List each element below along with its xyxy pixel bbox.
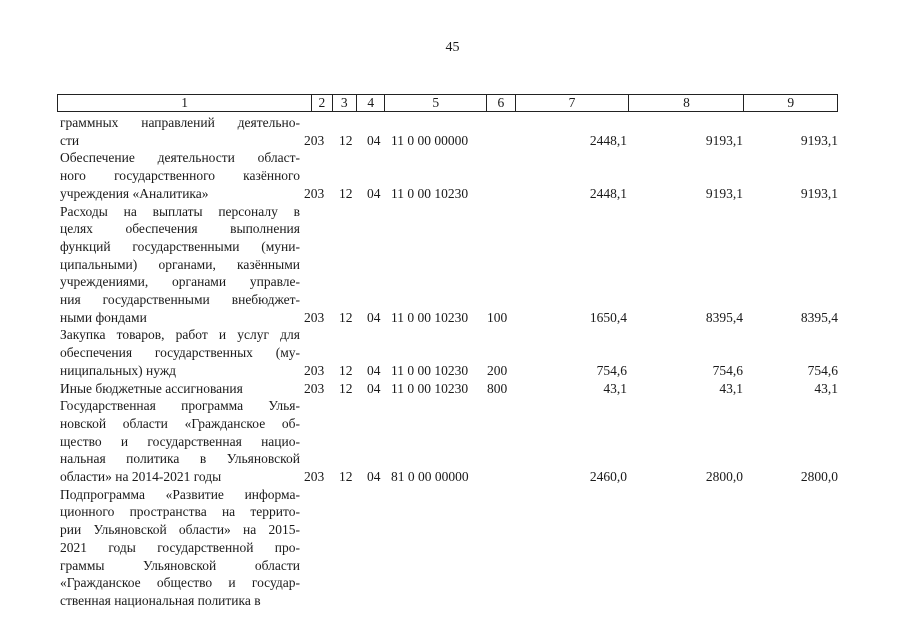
column-header-5: 5 — [385, 95, 487, 112]
row-subsection-code: 12 — [339, 309, 353, 325]
row-expense-type — [487, 397, 527, 486]
column-header-9: 9 — [744, 95, 838, 112]
row-amount-8: 754,6 — [712, 362, 743, 378]
row-name-line: функций государственными (муни- — [60, 238, 300, 254]
row-name-line: ниципальных) нужд — [60, 362, 177, 378]
row-subsection-code: 12 — [339, 362, 353, 378]
column-header-table — [57, 94, 838, 112]
row-subsection-code: 12 — [339, 469, 353, 485]
row-subsection2-code: 04 — [367, 362, 381, 378]
row-subsection2-code — [367, 486, 391, 610]
row-subsection2-code: 04 — [367, 185, 381, 201]
table-row — [60, 486, 838, 610]
row-section-code: 203 — [304, 132, 325, 148]
row-name — [60, 380, 304, 398]
table-row — [60, 326, 838, 379]
row-subsection-code: 12 — [339, 185, 353, 201]
table-row — [60, 149, 838, 202]
row-name-line: новской области «Гражданское об- — [60, 415, 300, 431]
row-amount-9: 754,6 — [807, 362, 838, 378]
row-subsection-code — [339, 486, 367, 610]
row-name — [60, 486, 304, 610]
row-name-line: Государственная программа Улья- — [60, 398, 300, 414]
row-expense-type — [487, 149, 527, 202]
column-header-8: 8 — [629, 95, 744, 112]
row-name-line: Расходы на выплаты персоналу в — [60, 203, 300, 219]
row-name-line: ственная национальная политика в — [60, 592, 261, 608]
row-name-line: целях обеспечения выполнения — [60, 221, 300, 237]
row-name-line: «Гражданское общество и государ- — [60, 575, 300, 591]
page-number: 45 — [445, 40, 460, 55]
row-amount-8: 2800,0 — [705, 469, 743, 485]
row-name-line: ного государственного казённого — [60, 168, 300, 184]
row-section-code: 203 — [304, 185, 325, 201]
row-amount-9: 2800,0 — [800, 469, 838, 485]
column-header-4: 4 — [356, 95, 384, 112]
row-section-code: 203 — [304, 362, 325, 378]
row-name-line: ния государственными внебюджет- — [60, 292, 300, 308]
row-name — [60, 149, 304, 202]
row-amount-9: 8395,4 — [800, 309, 838, 325]
table-row — [60, 397, 838, 486]
row-name-line: нальная политика в Ульяновской — [60, 451, 300, 467]
budget-table — [60, 114, 838, 610]
column-header-1: 1 — [58, 95, 312, 112]
row-name — [60, 114, 304, 149]
row-amount-7: 2460,0 — [589, 469, 627, 485]
row-amount-8: 43,1 — [719, 380, 743, 396]
row-subsection2-code: 04 — [367, 132, 381, 148]
row-expense-type — [487, 486, 527, 610]
row-name-line: ными фондами — [60, 309, 147, 325]
row-expense-type: 100 — [487, 309, 508, 325]
row-name-line: рии Ульяновской области» на 2015- — [60, 522, 300, 538]
row-name-line: 2021 годы государственной про- — [60, 539, 300, 555]
column-header-row — [58, 95, 838, 112]
row-amount-9: 9193,1 — [800, 185, 838, 201]
row-section-code: 203 — [304, 469, 325, 485]
table-row — [60, 203, 838, 327]
row-name-line: области» на 2014-2021 годы — [60, 469, 222, 485]
table-row — [60, 380, 838, 398]
column-header-2: 2 — [312, 95, 332, 112]
row-name-line: сти — [60, 132, 80, 148]
row-subsection2-code: 04 — [367, 469, 381, 485]
row-amount-7 — [527, 486, 627, 610]
row-name-line: Обеспечение деятельности област- — [60, 150, 300, 166]
row-amount-8: 9193,1 — [705, 185, 743, 201]
row-section-code: 203 — [304, 309, 325, 325]
row-target-article: 11 0 00 10230 — [391, 380, 469, 396]
row-amount-8: 9193,1 — [705, 132, 743, 148]
row-subsection-code: 12 — [339, 380, 353, 396]
row-amount-7: 2448,1 — [589, 185, 627, 201]
row-section-code — [304, 486, 339, 610]
row-name-line: обеспечения государственных (му- — [60, 345, 300, 361]
row-subsection2-code: 04 — [367, 309, 381, 325]
row-name-line: Подпрограмма «Развитие информа- — [60, 486, 300, 502]
row-amount-7: 1650,4 — [589, 309, 627, 325]
row-amount-7: 754,6 — [596, 362, 627, 378]
row-amount-9: 9193,1 — [800, 132, 838, 148]
row-name — [60, 203, 304, 327]
row-name-line: граммы Ульяновской области — [60, 557, 300, 573]
row-name-line: Иные бюджетные ассигнования — [60, 380, 243, 396]
row-subsection-code: 12 — [339, 132, 353, 148]
row-name-line: ципальными) органами, казёнными — [60, 256, 300, 272]
row-amount-9: 43,1 — [814, 380, 838, 396]
row-expense-type: 200 — [487, 362, 508, 378]
row-subsection2-code: 04 — [367, 380, 381, 396]
row-expense-type — [487, 114, 527, 149]
row-name-line: учреждениями, органами управле- — [60, 274, 300, 290]
row-target-article: 81 0 00 00000 — [391, 469, 469, 485]
row-target-article — [391, 486, 487, 610]
row-name-line: граммных направлений деятельно- — [60, 115, 300, 130]
row-target-article: 11 0 00 10230 — [391, 309, 469, 325]
row-section-code: 203 — [304, 380, 325, 396]
column-header-6: 6 — [487, 95, 515, 112]
row-name-line: щество и государственная нацио- — [60, 433, 300, 449]
row-amount-9 — [743, 486, 838, 610]
row-target-article: 11 0 00 10230 — [391, 185, 469, 201]
row-target-article: 11 0 00 10230 — [391, 362, 469, 378]
row-name-line: учреждения «Аналитика» — [60, 185, 209, 201]
row-amount-7: 43,1 — [603, 380, 627, 396]
row-name-line: ционного пространства на террито- — [60, 504, 300, 520]
row-amount-8 — [627, 486, 743, 610]
row-expense-type: 800 — [487, 380, 508, 396]
column-header-3: 3 — [332, 95, 356, 112]
column-header-7: 7 — [515, 95, 629, 112]
row-amount-7: 2448,1 — [589, 132, 627, 148]
row-name — [60, 326, 304, 379]
row-target-article: 11 0 00 00000 — [391, 132, 469, 148]
row-amount-8: 8395,4 — [705, 309, 743, 325]
row-name-line: Закупка товаров, работ и услуг для — [60, 327, 300, 343]
table-row — [60, 114, 838, 149]
row-name — [60, 397, 304, 486]
